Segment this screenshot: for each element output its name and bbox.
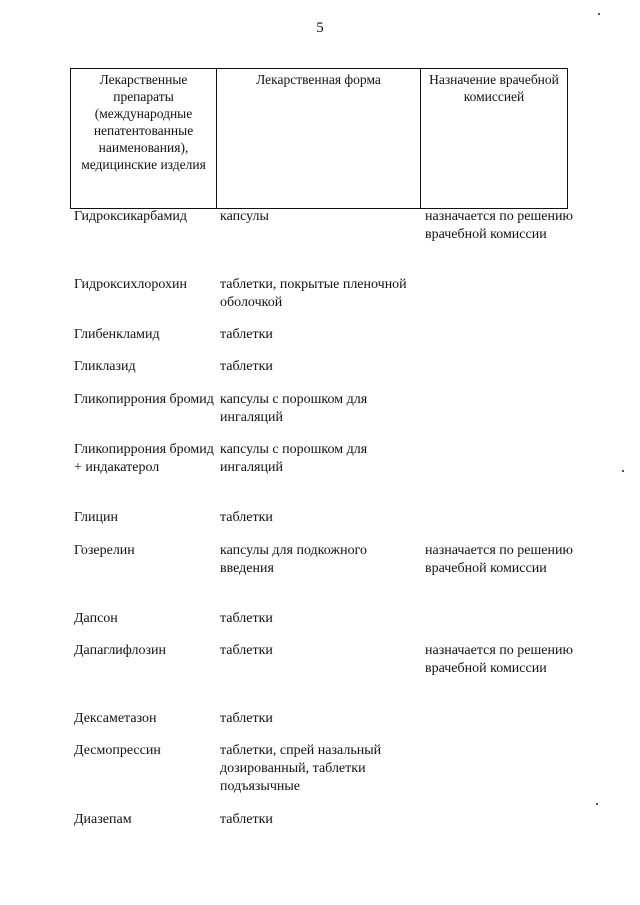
drug-name: Глицин	[74, 510, 118, 525]
drug-name: Дапаглифлозин	[74, 643, 167, 658]
drug-name: Гликопиррония бромид + индакатерол	[74, 442, 214, 475]
header-col-dosage-form: Лекарственная форма	[217, 69, 421, 208]
drug-name: Дексаметазон	[74, 711, 157, 726]
drug-name: Десмопрессин	[74, 743, 161, 758]
dosage-form: капсулы с порошком для ингаляций	[220, 392, 368, 425]
dosage-form: таблетки, покрытые пленочной оболочкой	[220, 277, 407, 310]
dosage-form: капсулы для подкожного введения	[220, 543, 367, 576]
drug-name: Дапсон	[74, 611, 118, 626]
drug-name: Гидроксикарбамид	[74, 209, 187, 224]
drug-name: Диазепам	[74, 812, 132, 827]
dosage-form: капсулы с порошком для ингаляций	[220, 442, 368, 475]
dosage-form: таблетки	[220, 643, 273, 658]
scan-speck	[622, 470, 624, 472]
commission-note: назначается по решению врачебной комиссии	[425, 643, 573, 676]
header-col-drug-name: Лекарственные препараты (международные непатентованные наименования), медицинские изделия	[71, 69, 217, 208]
dosage-form: таблетки	[220, 711, 273, 726]
scan-speck	[598, 13, 600, 15]
dosage-form: таблетки	[220, 611, 273, 626]
drug-name: Гликопиррония бромид	[74, 392, 214, 407]
dosage-form: таблетки	[220, 812, 273, 827]
dosage-form: таблетки	[220, 327, 273, 342]
commission-note: назначается по решению врачебной комиссии	[425, 543, 573, 576]
scan-speck	[596, 803, 598, 805]
table-header	[70, 68, 568, 209]
dosage-form: таблетки	[220, 359, 273, 374]
commission-note: назначается по решению врачебной комиссии	[425, 209, 573, 242]
drug-name: Глибенкламид	[74, 327, 160, 342]
drug-name: Гидроксихлорохин	[74, 277, 187, 292]
dosage-form: таблетки, спрей назальный дозированный, таблетки подъязычные	[220, 743, 382, 794]
header-col-commission: Назначение врачебной комиссией	[429, 72, 559, 104]
dosage-form: таблетки	[220, 510, 273, 525]
drug-name: Гликлазид	[74, 359, 136, 374]
dosage-form: капсулы	[220, 209, 269, 224]
drug-name: Гозерелин	[74, 543, 135, 558]
page-number: 5	[316, 20, 324, 36]
